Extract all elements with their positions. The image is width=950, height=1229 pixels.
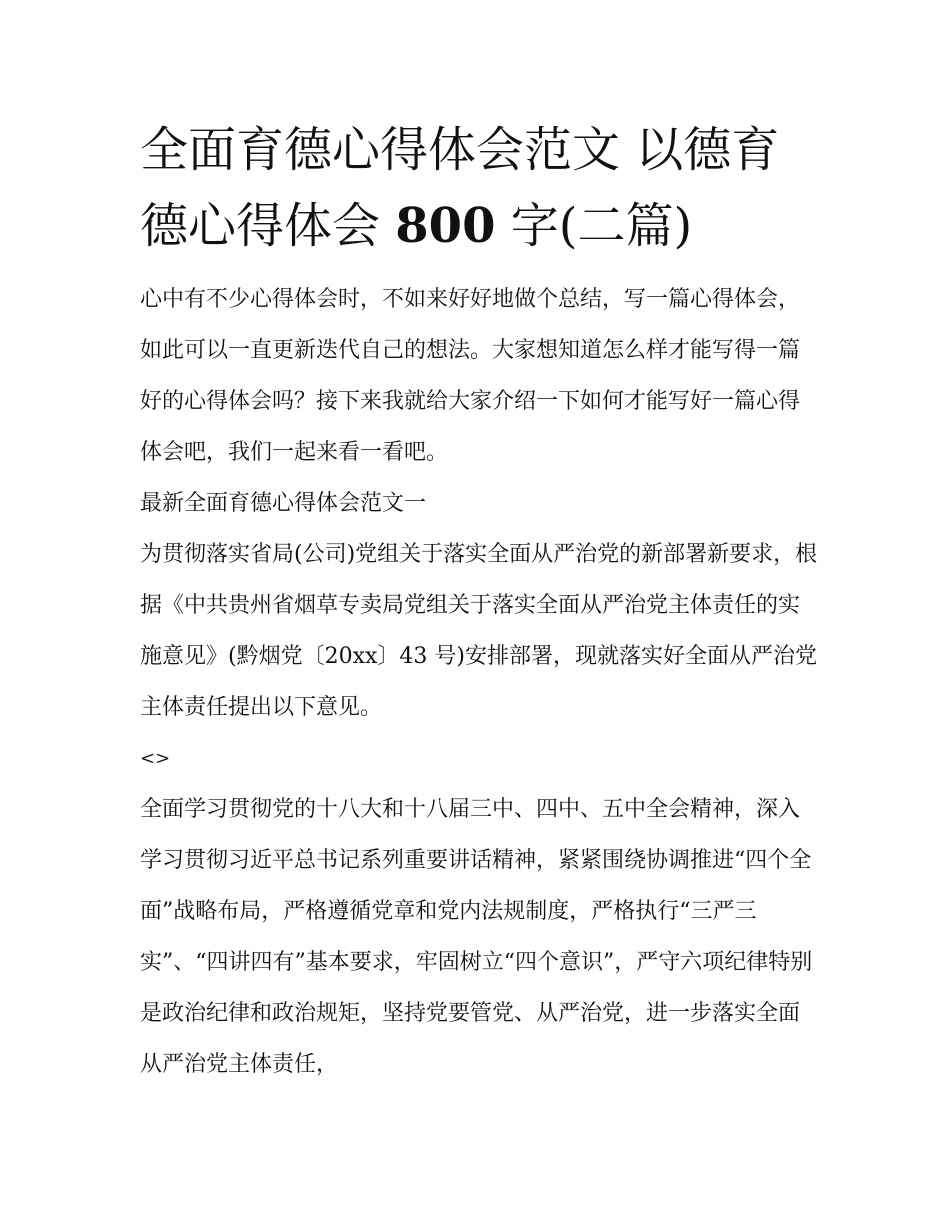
body-paragraph-1: 为贯彻落实省局(公司)党组关于落实全面从严治党的新部署新要求，根据《中共贵州省烟草专卖局党组关于落实全面从严治党主体责任的实施意见》(黔烟党〔20xx〕43 号)安排部署，现就落实好全面从严治党主体责任提出以下意见。 <box>140 542 818 720</box>
section-heading: 最新全面育德心得体会范文一 <box>140 491 427 516</box>
document-body <box>140 112 820 1090</box>
title-text-part2: 字(二篇) <box>495 198 693 254</box>
intro-paragraph: 心中有不少心得体会时，不如来好好地做个总结，写一篇心得体会，如此可以一直更新迭代自己的想法。大家想知道怎么样才能写得一篇好的心得体会吗？接下来我就给大家介绍一下如何才能写好一篇心得体会吧，我们一起来看一看吧。 <box>140 287 801 465</box>
body-paragraph-2: 全面学习贯彻党的十八大和十八届三中、四中、五中全会精神，深入学习贯彻习近平总书记系列重要讲话精神，紧紧围绕协调推进“四个全面”战略布局，严格遵循党章和党内法规制度，严格执行“三严三实”、“四讲四有”基本要求，牢固树立“四个意识”，严守六项纪律特别是政治纪律和政治规矩，坚持党要管党、从严治党，进一步落实全面从严治党主体责任， <box>140 797 813 1077</box>
section-marker: <> <box>140 748 171 769</box>
title-number: 800 <box>395 198 496 254</box>
title-text-part1: 全面育德心得体会范文 以德育德心得体会 <box>140 122 780 254</box>
document-title <box>140 112 820 264</box>
